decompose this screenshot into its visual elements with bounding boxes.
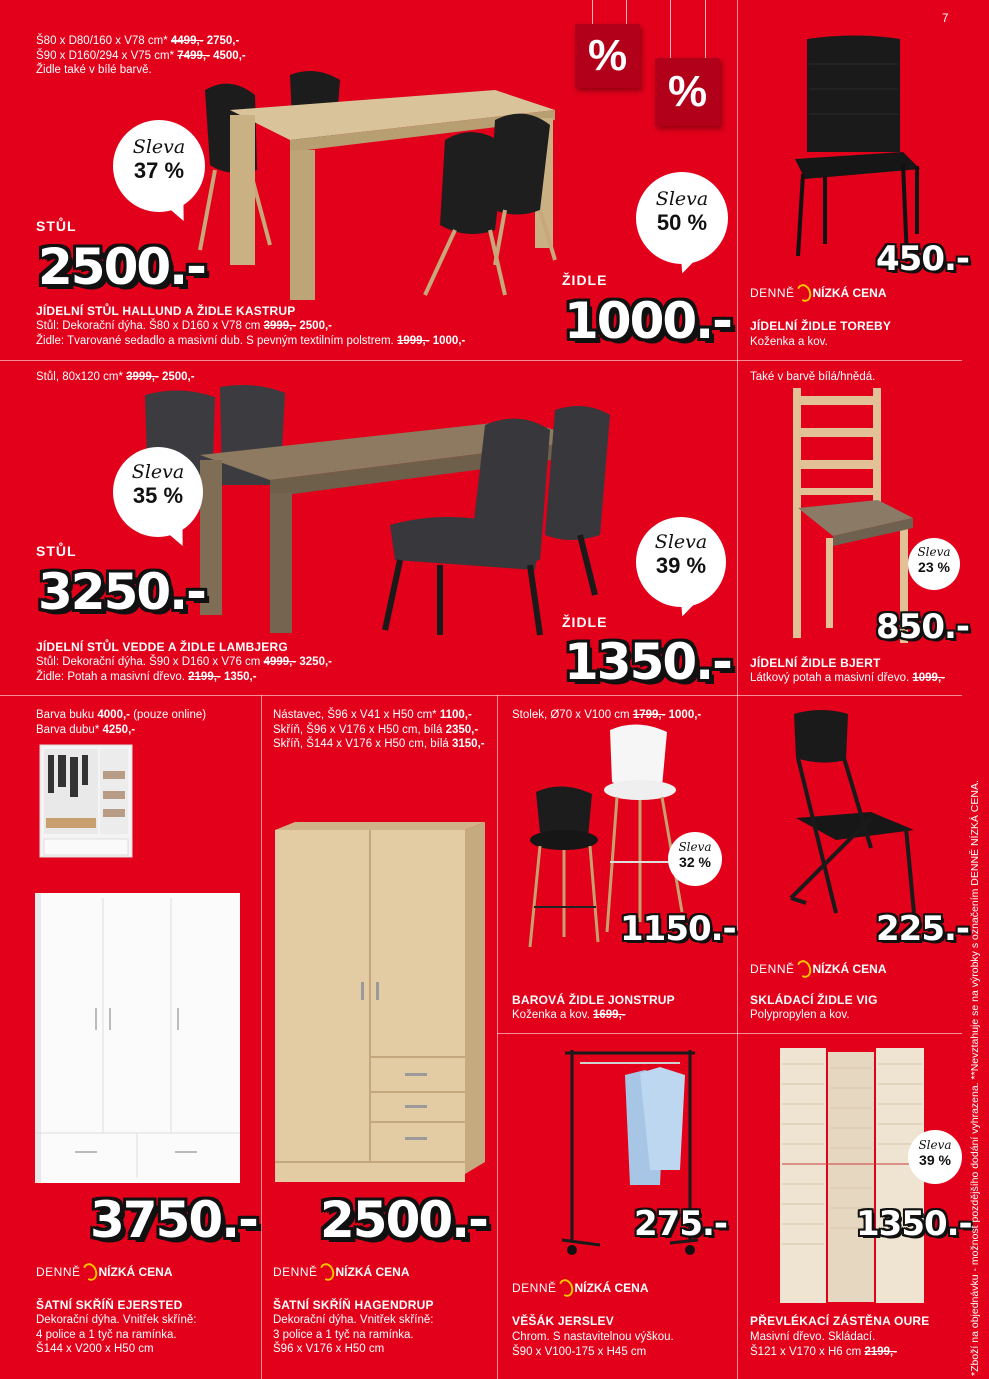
discount-badge: Sleva 50 %	[636, 172, 728, 264]
product-title: JÍDELNÍ STŮL VEDDE A ŽIDLE LAMBJERG	[36, 640, 288, 654]
wardrobe-interior-image	[38, 743, 134, 861]
page-number: 7	[942, 13, 949, 25]
variant-lines: Barva buku 4000,- (pouze online) Barva dubu* 4250,-	[36, 709, 207, 736]
table-label: STŮL	[36, 218, 77, 234]
variant-lines: Nástavec, Š96 x V41 x H50 cm* 1100,- Skříň, Š96 x V176 x H50 cm, bílá 2350,- Skříň, Š144 x V176 x H50 cm, bílá 3150,-	[273, 709, 485, 750]
denne-nizka-cena-logo: DENNĚ NÍZKÁ CENA	[273, 1263, 410, 1281]
divider	[0, 360, 962, 361]
note: Židle také v bílé barvě.	[36, 64, 152, 76]
divider	[497, 695, 498, 1379]
product-price: 225.-	[876, 909, 969, 949]
percent-tag: %	[655, 58, 720, 126]
product-price: 2500.-	[320, 1191, 487, 1249]
product-desc: Dekorační dýha. Vnitřek skříně: 4 police a 1 tyč na ramínka. Š144 x V200 x H50 cm	[36, 1314, 197, 1355]
dining-set-image	[140, 385, 620, 645]
discount-badge: Sleva 35 %	[113, 447, 203, 537]
divider	[737, 0, 738, 1379]
denne-nizka-cena-logo: DENNĚ NÍZKÁ CENA	[750, 960, 887, 978]
chair-label: ŽIDLE	[562, 272, 608, 288]
tag-string	[626, 0, 627, 25]
table-price: 3250.-	[38, 563, 205, 621]
table-label: STŮL	[36, 543, 77, 559]
tag-string	[670, 0, 671, 58]
tag-string	[705, 0, 706, 58]
folding-chair-image	[786, 708, 926, 918]
product-desc: Stůl: Dekorační dýha. Š80 x D160 x V78 cm 3999,- 2500,- Židle: Tvarované sedadlo a masivní dub. S pevným textilním polstrem. 1999,- 1000,-	[36, 320, 466, 347]
chair-image	[795, 34, 920, 264]
tag-string	[592, 0, 593, 25]
product-desc: Koženka a kov.	[750, 336, 828, 348]
divider	[261, 695, 262, 1379]
product-title: VĚŠÁK JERSLEV	[512, 1314, 614, 1328]
product-title: JÍDELNÍ STŮL HALLUND A ŽIDLE KASTRUP	[36, 304, 296, 318]
folding-screen-image	[778, 1044, 928, 1306]
note: Také v barvě bílá/hnědá.	[750, 371, 876, 383]
discount-badge: Sleva 32 %	[668, 832, 722, 886]
wardrobe-image	[35, 893, 240, 1183]
footnote-vertical: *Zboží na objednávku - možnost pozdějšího dodání vyhrazena. **Nevztahuje se na výrobky s označením DENNĚ NÍZKÁ CENA.	[969, 780, 981, 1376]
variant-line: Stolek, Ø70 x V100 cm 1799,- 1000,-	[512, 709, 702, 721]
discount-badge: Sleva 37 %	[113, 120, 205, 212]
product-price: 850.-	[876, 607, 969, 647]
variant-line: Š80 x D80/160 x V78 cm* 4499,- 2750,-	[36, 35, 240, 47]
discount-badge: Sleva 39 %	[908, 1130, 962, 1184]
product-title: ŠATNÍ SKŘÍŇ HAGENDRUP	[273, 1298, 434, 1312]
product-desc: Látkový potah a masivní dřevo. 1099,-	[750, 672, 945, 684]
divider	[0, 695, 962, 696]
product-title: ŠATNÍ SKŘÍŇ EJERSTED	[36, 1298, 183, 1312]
wardrobe-image	[275, 822, 485, 1182]
product-price: 275.-	[634, 1204, 727, 1244]
denne-nizka-cena-logo: DENNĚ NÍZKÁ CENA	[750, 284, 887, 302]
product-desc: Polypropylen a kov.	[750, 1009, 850, 1021]
chair-price: 1350.-	[564, 633, 731, 691]
product-desc: Chrom. S nastavitelnou výškou. Š90 x V100-175 x H45 cm	[512, 1331, 674, 1358]
product-title: PŘEVLÉKACÍ ZÁSTĚNA OURE	[750, 1314, 930, 1328]
discount-badge: Sleva 23 %	[908, 538, 960, 590]
product-price: 1350.-	[856, 1204, 972, 1244]
product-price: 450.-	[876, 239, 969, 279]
variant-line: Š90 x D160/294 x V75 cm* 7499,- 4500,-	[36, 49, 246, 62]
product-title: JÍDELNÍ ŽIDLE BJERT	[750, 656, 881, 670]
product-title: BAROVÁ ŽIDLE JONSTRUP	[512, 993, 675, 1007]
table-price: 2500.-	[38, 238, 205, 296]
divider	[497, 1033, 962, 1034]
percent-tag: %	[575, 24, 640, 88]
product-desc: Koženka a kov. 1699,-	[512, 1009, 626, 1021]
product-price: 1150.-	[620, 909, 736, 949]
denne-nizka-cena-logo: DENNĚ NÍZKÁ CENA	[512, 1279, 649, 1297]
chair-price: 1000.-	[564, 292, 731, 350]
discount-badge: Sleva 39 %	[636, 517, 726, 607]
product-price: 3750.-	[90, 1191, 257, 1249]
variant-line: Stůl, 80x120 cm* 3999,- 2500,-	[36, 371, 195, 383]
product-desc: Stůl: Dekorační dýha. Š90 x D160 x V76 cm 4999,- 3250,- Židle: Potah a masivní dřevo. 2199,- 1350,-	[36, 656, 332, 683]
denne-nizka-cena-logo: DENNĚ NÍZKÁ CENA	[36, 1263, 173, 1281]
product-title: SKLÁDACÍ ŽIDLE VIG	[750, 993, 878, 1007]
product-title: JÍDELNÍ ŽIDLE TOREBY	[750, 319, 892, 333]
dining-set-image	[195, 60, 585, 300]
chair-label: ŽIDLE	[562, 614, 608, 630]
product-desc: Masivní dřevo. Skládací. Š121 x V170 x H6 cm 2199,-	[750, 1331, 898, 1358]
product-desc: Dekorační dýha. Vnitřek skříně: 3 police a 1 tyč na ramínka. Š96 x V176 x H50 cm	[273, 1314, 434, 1355]
